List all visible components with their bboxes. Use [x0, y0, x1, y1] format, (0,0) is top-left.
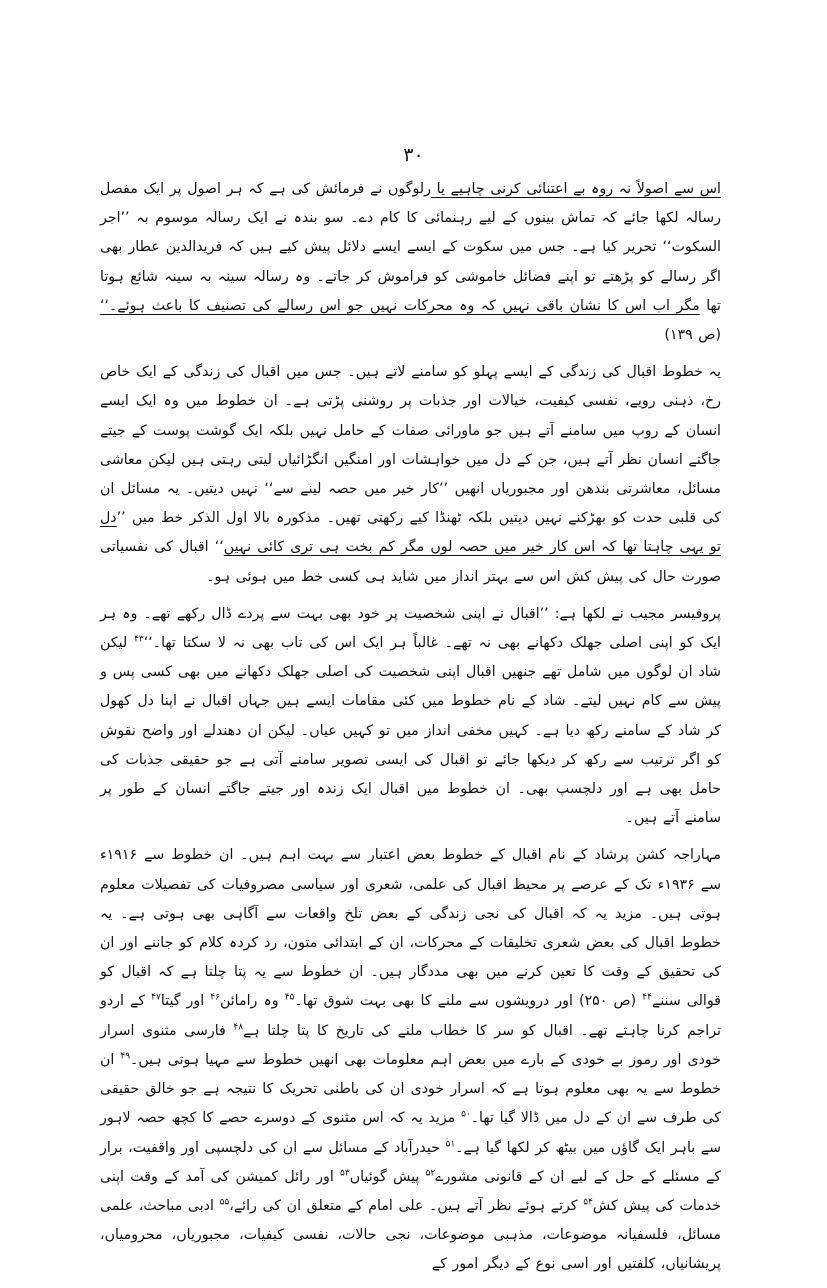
- footnote-marker: ۵۲: [425, 1167, 436, 1178]
- paragraph-text: وہ رامائن: [219, 993, 285, 1010]
- paragraph-text: ادبی مباحث، علمی مسائل، فلسفیانہ موضوعات، مذہبی موضوعات، نجی حالات، نفسی کیفیات، مجبوریاں، محرومیاں، پریشانیاں، کلفتیں اور اسی نوع کے دیگر امور کے: [100, 1197, 721, 1273]
- footnote-marker: ۴۳: [134, 634, 144, 645]
- footnote-marker: ۴۷: [151, 992, 161, 1003]
- paragraph-text: کے اردو تراجم کرنا چاہتے تھے۔ اقبال کو سر کا خطاب ملنے کی تاریخ کا پتا چلتا ہے: [100, 993, 722, 1039]
- footnote-marker: ۵۱: [445, 1138, 456, 1149]
- paragraph: [100, 358, 721, 592]
- paragraph-text: حیدرآباد کے مسائل سے ان کی دلچسپی اور واقفیت، برار کے مسئلے کے حل کے لیے ان کے قانونی مشورے: [100, 1139, 721, 1185]
- page-number: ۳۰: [403, 144, 424, 166]
- paragraph-text: فارسی مثنوی اسرار خودی اور رموز بے خودی کے بارے میں بعض اہم معلومات بھی انھیں خطوط سے مہیا ہوتی ہیں۔: [100, 1022, 722, 1068]
- underlined-text: مگر اب اس کا نشان باقی نہیں کہ وہ محرکات نہیں جو اس رسالے کی تصنیف کا باعث ہوئے۔‘‘: [100, 297, 700, 314]
- paragraph-text: لیکن شاد ان لوگوں میں شامل تھے جنھیں اقبال اپنی شخصیت کی اصلی جھلک دکھانے میں بھی کسی پس و پیش سے کام نہیں لیتے۔ شاد کے نام خطوط میں کئی مقامات ایسے ہیں جہاں اقبال نے اپنا دل کھول کر شاد کے سامنے رکھ دیا ہے۔ کہیں مخفی انداز میں تو کہیں عیاں۔ لیکن ان دھندلے اور واضح نقوش کو اگر ترتیب سے رکھ کر دیکھا جائے تو اقبال کی ایسی تصویر سامنے آتی ہے جو حقیقی جذبات کی حامل بھی ہے اور دلچسپ بھی۔ ان خطوط میں اقبال ایک زندہ اور جیتے جاگتے انسان کے طور پر سامنے آتے ہیں۔: [100, 635, 721, 827]
- paragraph-text: مزید یہ کہ اس مثنوی کے دوسرے حصے کا کچھ حصہ لاہور سے باہر ایک گاؤں میں بیٹھ کر لکھا گیا ہے۔: [100, 1110, 722, 1156]
- footnote-marker: ۵۰: [461, 1109, 471, 1120]
- paragraph-text: (ص ۲۵۰) اور درویشوں سے ملنے کا بھی بہت شوق تھا۔: [294, 993, 643, 1010]
- underlined-text: اس سے اصولاً نہ روہ بے اعتنائی کرنی چاہیے یا: [430, 181, 721, 197]
- footnote-marker: ۵۵: [219, 1197, 230, 1208]
- footnote-marker: ۵۴: [583, 1197, 593, 1208]
- paragraph-text: رلوگوں نے فرمائش کی ہے کہ ہر اصول پر ایک مفصل رسالہ لکھا جائے کہ تماش بینوں کے لیے رہنمائی کا کام دے۔ سو بندہ نے ایک رسالہ موسوم بہ ’’اجر السکوت‘‘ تحریر کیا ہے۔ جس میں سکوت کے ایسے ایسے دلائل پیش کیے ہیں کہ فریدالدین عطار بھی اگر رسالے کو پڑھتے تو اپنے فضائل خاموشی کو فراموش کر جاتے۔ وہ رسالہ سینہ بہ سینہ شائع ہوتا تھا: [100, 181, 722, 314]
- paragraph-text: ان خطوط سے یہ بھی معلوم ہوتا ہے کہ اسرار خودی ان کی باطنی تحریک کا نتیجہ ہے جو خالق حقیقی کی طرف سے ان کے دل میں ڈالا گیا تھا۔: [100, 1051, 722, 1127]
- footnote-marker: ۴۸: [233, 1021, 244, 1032]
- paragraph: [100, 175, 721, 350]
- footnote-marker: ۴۴: [642, 992, 652, 1003]
- paragraph: [100, 600, 721, 834]
- paragraph-text: اور گیتا: [160, 993, 211, 1010]
- paragraph-text: مہاراجہ کشن پرشاد کے نام اقبال کے خطوط بعض اعتبار سے بہت اہم ہیں۔ ان خطوط سے ۱۹۱۶ء سے ۱۹۳۶ء تک کے عرصے پر محیط اقبال کی علمی، شعری اور سیاسی مصروفیات کی تفصیلات معلوم ہوتی ہیں۔ مزید یہ کہ اقبال کی نجی زندگی کے بعض تلخ واقعات سے آگاہی بھی ہوتی ہے۔ یہ خطوط اقبال کی بعض شعری تخلیقات کے محرکات، ان کے ابتدائی متون، رد کردہ کلام کو جاننے اور ان کی تحقیق کے وقت کا تعین کرنے میں بھی مددگار ہیں۔ ان خطوط سے یہ پتا چلتا ہے کہ اقبال کو قوالی سننے: [100, 847, 722, 1010]
- paragraph-text: پیش گوئیاں: [349, 1168, 426, 1185]
- paragraph-text: اور رائل کمیشن کی آمد کے وقت اپنی خدمات کی پیش کش: [100, 1168, 721, 1214]
- paragraph-text: یہ خطوط اقبال کی زندگی کے ایسے پہلو کو سامنے لاتے ہیں۔ جس میں اقبال کی زندگی کے ایک خاص رخ، ذہنی رویے، نفسی کیفیت، خیالات اور جذبات پر روشنی پڑتی ہے۔ ان خطوط میں وہ ایک ایسے انسان کے روپ میں سامنے آتے ہیں جو ماورائی صفات کے حامل نہیں بلکہ ایک گوشت پوست کے جیتے جاگتے انسان نظر آتے ہیں، جن کے دل میں خواہشات اور امنگیں انگڑائیاں لیتی رہتی ہیں لیکن معاشی مسائل، معاشرتی بندھن اور مجبوریاں انھیں ’’کار خیر میں حصہ لینے سے‘‘ نہیں دیتیں۔ یہ مسائل ان کی قلبی حدت کو بھڑکنے نہیں دیتیں بلکہ ٹھنڈا کیے رکھتی تھیں۔ مذکورہ بالا اول الذکر خط میں ’’: [100, 364, 721, 527]
- page-body: [100, 175, 721, 1288]
- underlined-text: دل تو یہی چاہتا تھا کہ اس کار خیر میں حصہ لوں مگر کم بخت ہی تری کائی نہیں: [100, 510, 721, 556]
- paragraph-text: (ص ۱۳۹): [664, 327, 721, 344]
- paragraph-text: کرتے ہوئے نظر آتے ہیں۔ علی امام کے متعلق ان کی رائے،: [229, 1197, 584, 1214]
- footnote-marker: ۴۵: [284, 992, 295, 1003]
- paragraph: [100, 841, 721, 1279]
- footnote-marker: ۴۹: [120, 1051, 131, 1062]
- paragraph-text: پروفیسر مجیب نے لکھا ہے: ’’اقبال نے اپنی شخصیت پر خود بھی بہت سے پردے ڈال رکھے تھے۔ وہ ہر ایک کو اپنی اصلی جھلک دکھانے بھی نہ تھے۔ غالباً ہر ایک اس کی تاب بھی نہ لا سکتا تھا۔‘‘: [100, 605, 721, 652]
- footnote-marker: ۴۶: [210, 992, 220, 1003]
- footnote-marker: ۵۳: [340, 1167, 350, 1178]
- paragraph-text: ‘‘ اقبال کی نفسیاتی صورت حال کی پیش کش اس سے بہتر انداز میں شاید ہی کسی خط میں ہوئی ہو۔: [100, 539, 721, 585]
